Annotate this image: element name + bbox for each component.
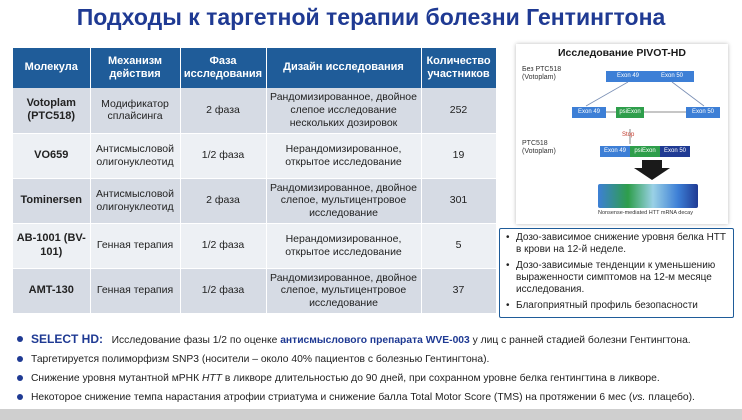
b3-post: в ликворе длительностью до 90 дней, при сохранном уровне белка гентингтина в ликворе. [224,373,660,384]
psiexon-box: psiExon [616,107,644,118]
b3-text: Снижение уровня мутантной мРНК [31,373,200,384]
bottom-item [16,330,736,350]
select-hd-label: SELECT HD: [31,332,103,346]
cell-mechanism: Антисмысловой олигонуклеотид [90,178,180,223]
cell-participants: 37 [421,268,496,313]
table-row [13,88,496,133]
stop-label: Stop [622,132,635,138]
cell-design: Нерандомизированное, открытое исследование [266,133,421,178]
b1-post: у лиц с ранней стадией болезни Гентингтона. [472,335,691,346]
cell-molecule: AMT-130 [13,268,90,313]
down-arrow-icon [634,160,670,180]
cell-participants: 301 [421,178,496,223]
exon49-box-lower: Exon 49 [572,107,606,118]
cell-participants: 5 [421,223,496,268]
exon49-box: Exon 49 [606,71,650,82]
select-hd-list [16,330,736,407]
header-design: Дизайн исследования [266,48,421,88]
pivot-results-box [499,228,734,318]
cell-mechanism: Генная терапия [90,223,180,268]
cell-phase: 1/2 фаза [180,223,266,268]
cell-design: Нерандомизированное, открытое исследование [266,223,421,268]
wve003-highlight: антисмыслового препарата WVE-003 [280,335,470,346]
result-item: • Дозо-зависимые тенденции к уменьшению выраженности симптомов на 12-м месяце исследования. [506,260,727,296]
cell-phase: 1/2 фаза [180,133,266,178]
b4-post: плацебо). [648,392,695,403]
cell-design: Рандомизированное, двойное слепое, мультицентровое исследование [266,178,421,223]
header-mechanism: Механизм действия [90,48,180,88]
with-ptc518-label: PTC518 (Votoplam) [522,140,556,156]
result-item: • Благоприятный профиль безопасности [506,300,727,312]
psiexon-box-ptc: psiExon [630,146,660,157]
pivot-hd-diagram [516,44,728,224]
table-row [13,223,496,268]
page-footer-bar [0,409,742,420]
mrna-decay-graphic [598,184,698,208]
table-row [13,268,496,313]
exon50-box-ptc: Exon 50 [660,146,690,157]
exon49-box-ptc: Exon 49 [600,146,630,157]
b1-text: Исследование фазы 1/2 по оценке [111,335,278,346]
bottom-item [16,388,736,407]
cell-molecule: Tominersen [13,178,90,223]
cell-design: Рандомизированное, двойное слепое, мультицентровое исследование [266,268,421,313]
cell-molecule: VO659 [13,133,90,178]
b2-text: Таргетируется полиморфизм SNP3 (носители – около 40% пациентов с болезнью Гентингтона). [31,354,490,365]
cell-molecule: AB-1001 (BV-101) [13,223,90,268]
cell-participants: 252 [421,88,496,133]
pivot-title: Исследование PIVOT-HD [558,47,686,59]
without-ptc518-label: Без PTC518 (Votoplam) [522,66,562,82]
cell-participants: 19 [421,133,496,178]
cell-molecule: Votoplam (PTC518) [13,88,90,133]
cell-phase: 1/2 фаза [180,268,266,313]
cell-mechanism: Антисмысловой олигонуклеотид [90,133,180,178]
exon50-box: Exon 50 [650,71,694,82]
header-participants: Количество участников [421,48,496,88]
table-row [13,178,496,223]
exon50-box-lower: Exon 50 [686,107,720,118]
slide-title: Подходы к таргетной терапии болезни Гентингтона [76,4,666,30]
cell-mechanism: Генная терапия [90,268,180,313]
table-row [13,133,496,178]
b4-italic: vs. [632,392,646,403]
b3-italic: HTT [201,373,222,384]
header-molecule: Молекула [13,48,90,88]
cell-design: Рандомизированное, двойное слепое исследование нескольких дозировок [266,88,421,133]
table-header-row [13,48,496,88]
therapy-table [13,48,497,314]
cell-phase: 2 фаза [180,88,266,133]
b4-text: Некоторое снижение темпа нарастания атрофии стриатума и снижение балла Total Motor Score (TMS) на протяжении 6 мес ( [31,392,633,403]
header-phase: Фаза исследования [180,48,266,88]
bottom-item [16,350,736,369]
cell-mechanism: Модификатор сплайсинга [90,88,180,133]
cell-phase: 2 фаза [180,178,266,223]
decay-label: Nonsense-mediated HTT mRNA decay [598,210,693,216]
result-item: • Дозо-зависимое снижение уровня белка HTT в крови на 12-й неделе. [506,232,727,256]
bottom-item [16,369,736,388]
